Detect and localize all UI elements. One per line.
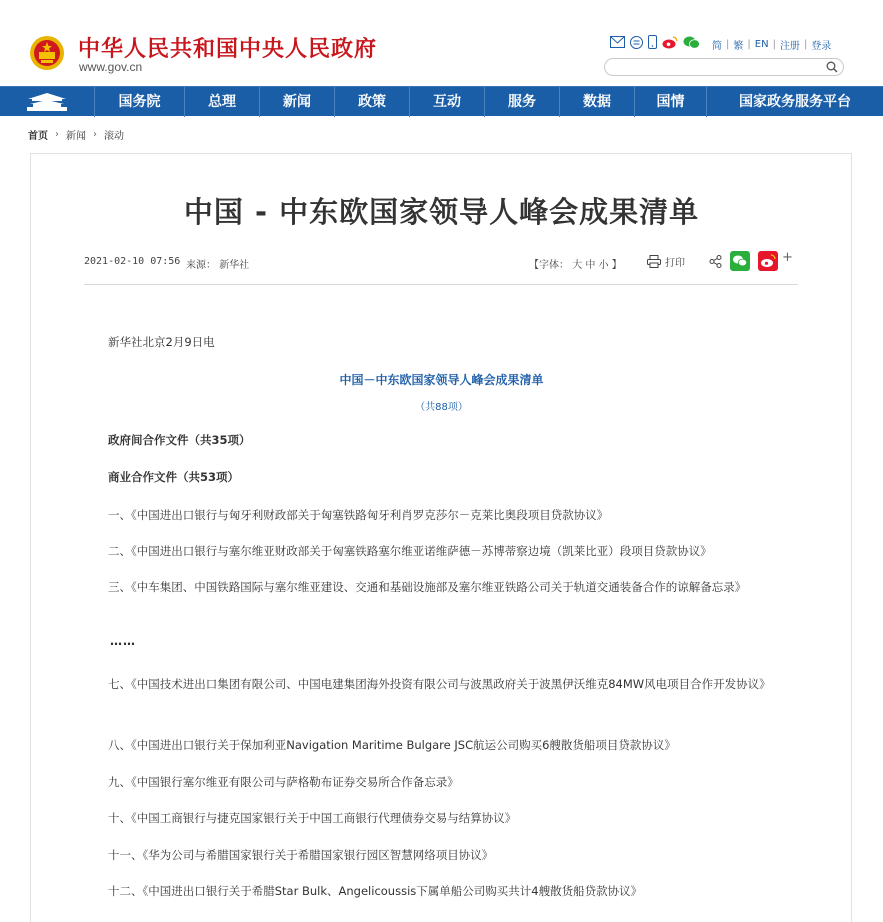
meta-divider [84, 284, 798, 285]
article-datetime: 2021-02-10 07:56 [84, 256, 181, 267]
list-item: 十一、《华为公司与希腊国家银行关于希腊国家银行园区智慧网络项目协议》 [108, 848, 494, 862]
register-link[interactable]: 注册 [779, 41, 800, 52]
article-title: 中国 - 中东欧国家领导人峰会成果清单 [183, 195, 700, 229]
site-title[interactable]: 中华人民共和国中央人民政府 [78, 37, 378, 62]
font-close: 】 [611, 260, 622, 271]
section-gov-docs: 政府间合作文件（共35项） [108, 433, 251, 447]
search-icon[interactable] [826, 61, 838, 73]
nav-item-gov-service-platform[interactable]: 国家政务服务平台 [706, 87, 883, 117]
chevron-right-icon: › [55, 129, 59, 140]
lang-english-link[interactable]: EN [754, 39, 769, 50]
list-item: 八、《中国进出口银行关于保加利亚Navigation Maritime Bulgare JSC航运公司购买6艘散货船项目贷款协议》 [108, 738, 676, 752]
nav-item-services[interactable]: 服务 [484, 87, 559, 117]
main-nav [0, 86, 883, 116]
nav-item-data[interactable]: 数据 [559, 87, 634, 117]
print-button[interactable] [647, 254, 685, 269]
breadcrumb-scroll[interactable]: 滚动 [104, 131, 124, 142]
list-item: 九、《中国银行塞尔维亚有限公司与萨格勒布证券交易所合作备忘录》 [108, 775, 459, 789]
dateline: 新华社北京2月9日电 [108, 335, 215, 349]
font-large-button[interactable]: 大 [572, 260, 583, 271]
font-label: 【字体： [529, 260, 569, 271]
nav-item-state-council[interactable]: 国务院 [94, 87, 184, 117]
nav-item-news[interactable]: 新闻 [259, 87, 334, 117]
lang-simplified-link[interactable]: 简 [712, 41, 722, 52]
utility-icons [610, 35, 700, 49]
emblem-icon[interactable] [28, 33, 66, 73]
rss-icon[interactable] [630, 36, 643, 49]
plus-icon[interactable]: + [782, 249, 793, 265]
wechat-icon[interactable] [683, 36, 700, 49]
list-item: 十、《中国工商银行与捷克国家银行关于中国工商银行代理债券交易与结算协议》 [108, 811, 517, 825]
source-value: 新华社 [219, 260, 250, 271]
site-header [0, 0, 883, 88]
site-url[interactable]: www.gov.cn [79, 60, 143, 74]
share-icon[interactable] [709, 255, 722, 268]
nav-home[interactable] [0, 87, 94, 117]
email-icon[interactable] [610, 36, 625, 48]
nav-item-national-info[interactable]: 国情 [634, 87, 706, 117]
lang-traditional-link[interactable]: 繁 [733, 41, 744, 52]
chevron-right-icon: › [93, 129, 97, 140]
list-item: 七、《中国技术进出口集团有限公司、中国电建集团海外投资有限公司与波黑政府关于波黑伊沃维克84MW风电项目合作开发协议》 [108, 677, 771, 691]
tiananmen-icon [24, 92, 70, 112]
utility-links: 简 | 繁 | EN | 注册 | 登录 [712, 39, 832, 52]
font-small-button[interactable]: 小 [598, 260, 609, 271]
list-item: 三、《中车集团、中国铁路国际与塞尔维亚建设、交通和基础设施部及塞尔维亚铁路公司关于轨道交通装备合作的谅解备忘录》 [108, 580, 747, 594]
list-item: 一、《中国进出口银行与匈牙利财政部关于匈塞铁路匈牙利肖罗克莎尔－克莱比奥段项目贷款协议》 [108, 508, 609, 522]
list-item: 二、《中国进出口银行与塞尔维亚财政部关于匈塞铁路塞尔维亚诺维萨德－苏博蒂察边境（凯莱比亚）段项目贷款协议》 [108, 544, 712, 558]
font-medium-button[interactable]: 中 [585, 260, 596, 271]
search-box [604, 58, 844, 76]
wechat-share-icon[interactable] [730, 251, 750, 271]
list-count: （共88项） [415, 402, 468, 413]
weibo-icon[interactable] [662, 36, 678, 49]
mobile-icon[interactable] [648, 35, 657, 49]
nav-item-interaction[interactable]: 互动 [409, 87, 484, 117]
nav-item-policy[interactable]: 政策 [334, 87, 409, 117]
section-business-docs: 商业合作文件（共53项） [108, 470, 240, 484]
source-label: 来源： [186, 260, 216, 271]
breadcrumb [28, 127, 124, 142]
list-title: 中国－中东欧国家领导人峰会成果清单 [339, 373, 544, 387]
login-link[interactable]: 登录 [811, 41, 832, 52]
weibo-share-icon[interactable] [758, 251, 778, 271]
print-icon [647, 255, 661, 268]
ellipsis: …… [110, 634, 136, 648]
breadcrumb-news[interactable]: 新闻 [66, 131, 86, 142]
search-input[interactable] [613, 61, 823, 73]
nav-item-premier[interactable]: 总理 [184, 87, 259, 117]
share-bar [709, 251, 793, 271]
list-item: 十二、《中国进出口银行关于希腊Star Bulk、Angelicoussis下属单船公司购买共计4艘散货船贷款协议》 [108, 884, 643, 898]
font-size-control [529, 256, 622, 271]
breadcrumb-home[interactable]: 首页 [28, 131, 48, 142]
print-label: 打印 [665, 258, 685, 269]
article-source [186, 256, 249, 271]
